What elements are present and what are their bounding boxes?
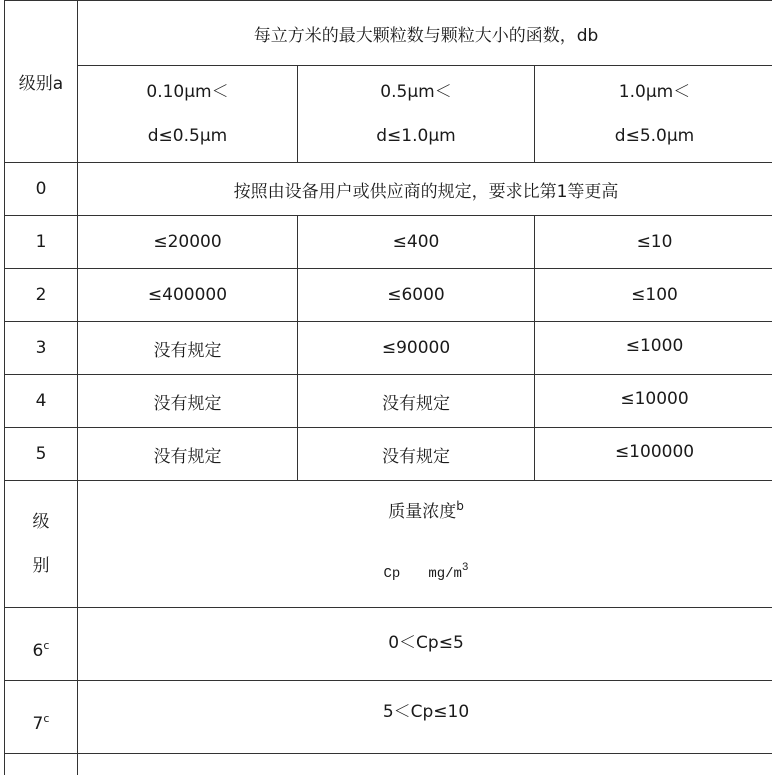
level-sup: c [43,639,50,652]
level-cell [5,681,78,754]
mass-unit-right: mg/m [428,565,462,582]
table-row [5,322,772,375]
level-cell: 1 [5,216,78,269]
range-header-cell [78,66,298,163]
value-cell: 没有规定 [78,375,298,428]
level-header-label: 级别a [18,74,64,94]
mass-level-line2: 别 [32,556,50,576]
value-cell: 没有规定 [78,428,298,481]
level-cell [5,608,78,681]
table-row [5,428,772,481]
range-line2: d≤5.0μm [614,126,695,146]
mass-row [5,681,772,754]
particle-count-title: 每立方米的最大颗粒数与颗粒大小的函数，db [253,25,599,46]
mass-level-line1: 级 [32,512,50,532]
level-cell [5,754,78,775]
mass-unit [78,562,772,582]
level-cell: 0 [5,163,78,216]
value-cell: ≤10000 [535,375,772,428]
table-row [5,163,772,216]
cleanliness-class-table [4,0,772,775]
table-row [5,269,772,322]
table-row [5,216,772,269]
range-line2: d≤1.0μm [376,126,456,146]
value-cell: ≤400000 [78,269,298,322]
value-cell: ≤90000 [298,322,535,375]
level-number: 6 [32,641,44,661]
merged-requirement-cell: 按照由设备用户或供应商的规定，要求比第1等更高 [78,163,772,216]
level-cell: 3 [5,322,78,375]
range-line1: 0.10μm＜ [146,82,229,102]
header-row-title [5,1,772,66]
range-header-cell [535,66,772,163]
value-cell: ≤1000 [535,322,772,375]
level-sup: c [43,712,50,725]
mass-unit-sup: 3 [461,561,469,574]
value-cell: 没有规定 [298,375,535,428]
mass-title-text: 质量浓度 [388,501,457,522]
value-cell: ≤100 [535,269,772,322]
header-row-ranges [5,66,772,163]
level-cell: 5 [5,428,78,481]
value-cell: ≤10 [535,216,772,269]
range-line1: 1.0μm＜ [618,82,691,102]
table-row [5,375,772,428]
value-cell: ≤400 [298,216,535,269]
mass-unit-left: Cp [383,565,401,582]
value-cell: 没有规定 [298,428,535,481]
mass-row [5,608,772,681]
value-cell: ≤100000 [535,428,772,481]
document-page [4,0,772,775]
level-number: 7 [32,714,44,734]
range-header-cell [298,66,535,163]
value-cell: ≤20000 [78,216,298,269]
range-line2: d≤0.5μm [147,126,228,146]
level-cell: 2 [5,269,78,322]
value-cell: 没有规定 [78,322,298,375]
level-cell: 4 [5,375,78,428]
mass-title-sup: b [456,498,464,513]
mass-header-row [5,481,772,608]
table-row-partial [5,754,772,775]
mass-value-cell: 0＜Cp≤5 [78,608,772,681]
particle-count-title-cell [78,1,772,66]
value-cell: ≤6000 [298,269,535,322]
value-cell [78,754,772,775]
mass-title-cell [78,481,772,608]
mass-value-cell: 5＜Cp≤10 [78,681,772,754]
level-header-cell [5,1,78,163]
mass-level-header-cell [5,481,78,608]
mass-title [78,497,772,522]
range-line1: 0.5μm＜ [380,82,452,102]
